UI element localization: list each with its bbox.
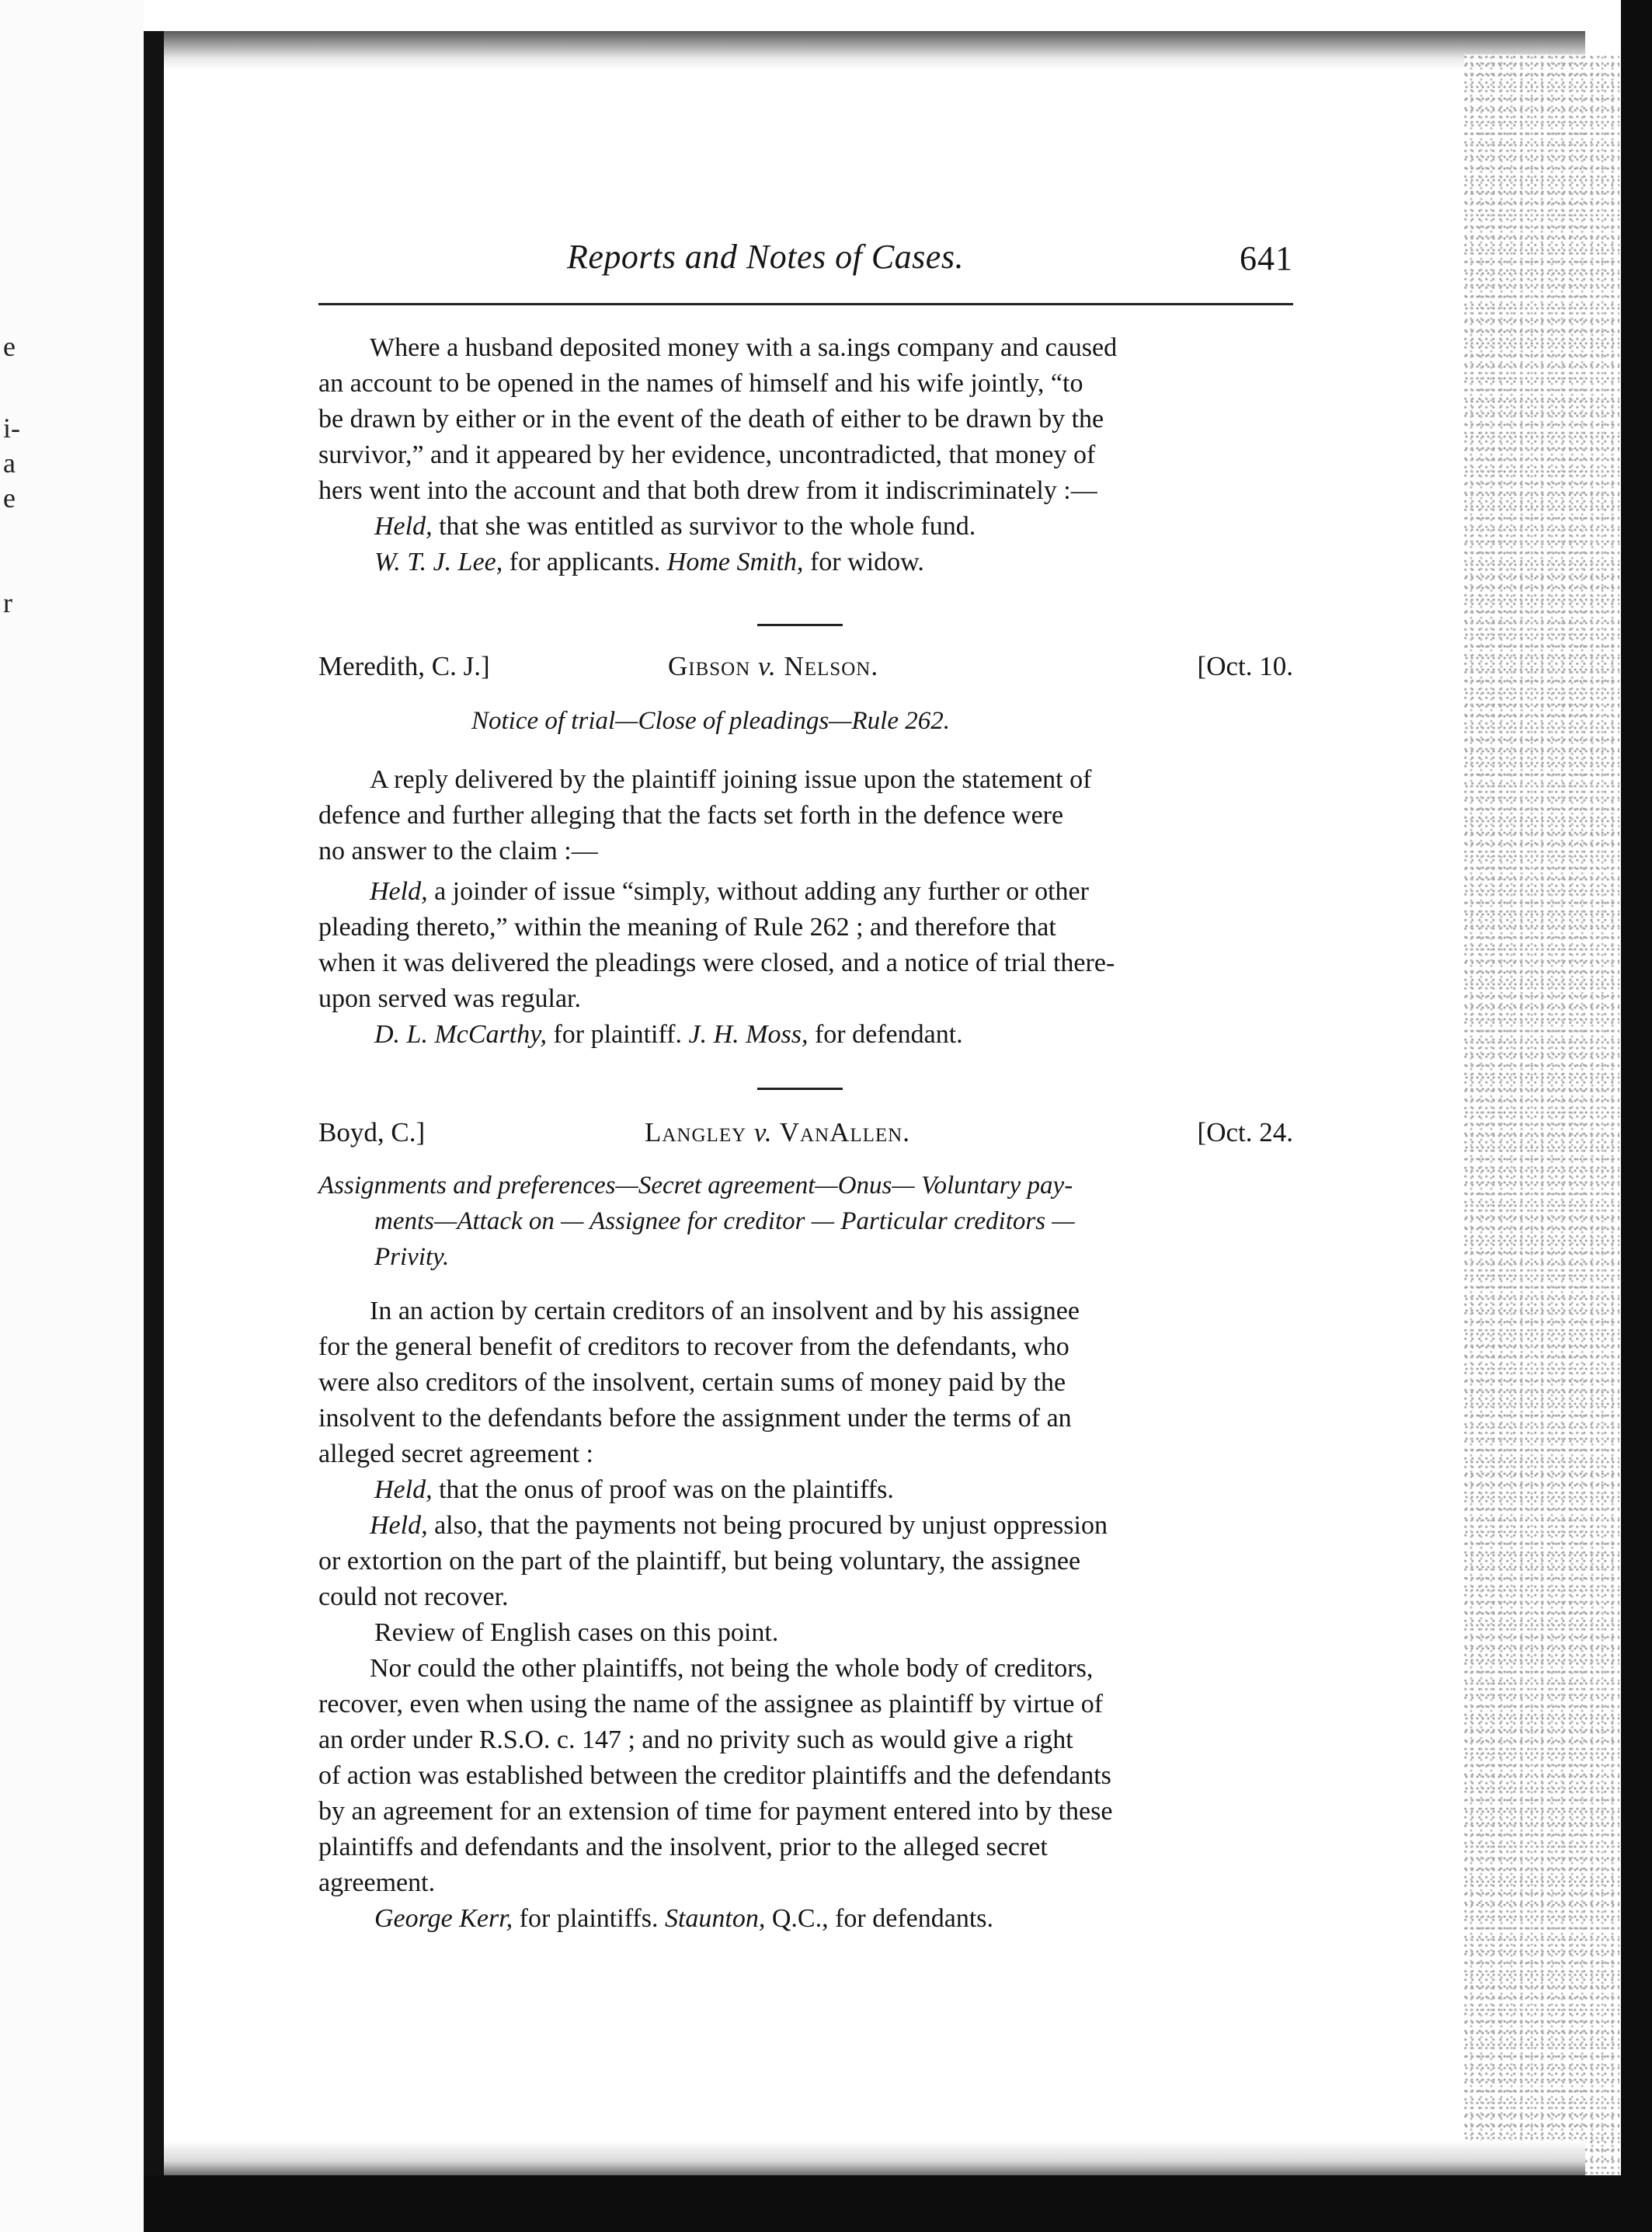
text-line: or extortion on the part of the plaintiff, but being voluntary, the assignee xyxy=(318,1547,1081,1576)
case-0-holding xyxy=(318,509,1293,545)
case-divider xyxy=(757,624,843,626)
text-line: an order under R.S.O. c. 147 ; and no privity such as would give a right xyxy=(318,1725,1073,1754)
case-1-holding xyxy=(318,874,1293,1017)
text-line: pleading thereto,” within the meaning of Rule 262 ; and therefore that xyxy=(318,913,1056,942)
text-line: survivor,” and it appeared by her evidence, uncontradicted, that money of xyxy=(318,440,1096,469)
text-line: also, that the payments not being procured by unjust oppression xyxy=(427,1511,1108,1540)
text-line: by an agreement for an extension of time for payment entered into by these xyxy=(318,1797,1113,1826)
text-line: an account to be opened in the names of himself and his wife jointly, “to xyxy=(318,369,1083,398)
case-2-subject xyxy=(318,1168,1293,1275)
text-line: defence and further alleging that the facts set forth in the defence were xyxy=(318,801,1064,830)
counsel-role: for plaintiffs. xyxy=(513,1904,665,1933)
counsel-role: for widow. xyxy=(803,548,924,576)
text-line: hers went into the account and that both drew from it indiscriminately :— xyxy=(318,476,1097,505)
case-2-holding-2 xyxy=(318,1508,1293,1615)
case-divider xyxy=(757,1088,843,1090)
case-date: [Oct. 10. xyxy=(1197,651,1293,681)
counsel-role: Q.C., for defendants. xyxy=(765,1904,994,1933)
held-text: that the onus of proof was on the plaintiffs. xyxy=(432,1475,894,1504)
text-line: of action was established between the creditor plaintiffs and the defendants xyxy=(318,1761,1111,1790)
text-line: insolvent to the defendants before the assignment under the terms of an xyxy=(318,1404,1072,1433)
text-line: for the general benefit of creditors to recover from the defendants, who xyxy=(318,1332,1069,1361)
held-text: that she was entitled as survivor to the whole fund. xyxy=(432,512,976,541)
text-line: plaintiffs and defendants and the insolvent, prior to the alleged secret xyxy=(318,1833,1048,1861)
edge-fragment: r xyxy=(3,587,12,618)
header-rule xyxy=(318,303,1293,305)
counsel-name: J. H. Moss, xyxy=(688,1020,809,1049)
case-1-paragraph xyxy=(318,762,1293,869)
subject-line: Assignments and preferences—Secret agreement—Onus— Voluntary pay- xyxy=(318,1172,1073,1200)
subject-line: Privity. xyxy=(374,1243,450,1271)
judge: Meredith, C. J.] xyxy=(318,651,490,681)
case-2-heading xyxy=(318,1117,1293,1156)
case-2-paragraph xyxy=(318,1294,1293,1472)
versus: v. xyxy=(753,1117,773,1147)
case-1-subject: Notice of trial—Close of pleadings—Rule 262. xyxy=(471,707,950,735)
case-2-review: Review of English cases on this point. xyxy=(374,1618,779,1647)
edge-fragment: a xyxy=(3,447,16,479)
running-header xyxy=(318,237,1293,299)
text-line: Where a husband deposited money with a sa.ings company and caused xyxy=(370,333,1118,362)
text-line: In an action by certain creditors of an insolvent and by his assignee xyxy=(370,1297,1080,1325)
case-0-paragraph xyxy=(318,330,1293,509)
counsel-name: Home Smith, xyxy=(666,548,804,576)
party: Langley xyxy=(645,1117,754,1147)
text-line: Nor could the other plaintiffs, not being the whole body of creditors, xyxy=(370,1654,1094,1683)
case-date: [Oct. 24. xyxy=(1197,1117,1293,1147)
text-line: no answer to the claim :— xyxy=(318,837,598,865)
held-label: Held, xyxy=(370,1511,428,1540)
case-1-heading xyxy=(318,651,1293,690)
case-2-paragraph-2 xyxy=(318,1651,1293,1901)
text-line: upon served was regular. xyxy=(318,984,582,1013)
text-line: agreement. xyxy=(318,1868,436,1897)
text-line: recover, even when using the name of the assignee as plaintiff by virtue of xyxy=(318,1690,1104,1718)
running-title: Reports and Notes of Cases. xyxy=(567,238,964,276)
counsel-role: for applicants. xyxy=(503,548,667,576)
held-label: Held, xyxy=(374,512,433,541)
counsel-name: George Kerr, xyxy=(374,1904,513,1933)
text-line: were also creditors of the insolvent, certain sums of money paid by the xyxy=(318,1368,1066,1397)
held-label: Held, xyxy=(370,877,428,906)
party: Nelson. xyxy=(776,651,879,681)
held-label: Held, xyxy=(374,1475,433,1504)
edge-fragment: e xyxy=(3,482,16,514)
party: Gibson xyxy=(668,651,759,681)
case-title xyxy=(645,1117,910,1148)
case-2-holding-1 xyxy=(318,1472,1293,1508)
counsel-name: D. L. McCarthy, xyxy=(374,1020,547,1049)
case-0-body xyxy=(318,330,1293,580)
text-line: be drawn by either or in the event of the death of either to be drawn by the xyxy=(318,405,1104,434)
versus: v. xyxy=(758,651,777,681)
page-number: 641 xyxy=(1240,239,1293,277)
subject-line: ments—Attack on — Assignee for creditor — Particular creditors — xyxy=(374,1207,1075,1235)
text-line: could not recover. xyxy=(318,1583,509,1611)
text-line: alleged secret agreement : xyxy=(318,1440,593,1468)
text-line: when it was delivered the pleadings were closed, and a notice of trial there- xyxy=(318,949,1115,977)
counsel-name: Staunton, xyxy=(664,1904,766,1933)
text-line: a joinder of issue “simply, without adding any further or other xyxy=(427,877,1089,906)
counsel-role: for defendant. xyxy=(808,1020,963,1049)
text-line: A reply delivered by the plaintiff joining issue upon the statement of xyxy=(370,765,1092,794)
judge: Boyd, C.] xyxy=(318,1117,426,1147)
case-2-body xyxy=(318,1294,1293,1937)
party: VanAllen. xyxy=(772,1117,910,1147)
case-2-counsel xyxy=(318,1901,1293,1937)
edge-fragment: e xyxy=(3,331,16,362)
counsel-role: for plaintiff. xyxy=(546,1020,689,1049)
case-1-counsel xyxy=(318,1017,1293,1053)
counsel-name: W. T. J. Lee, xyxy=(374,548,503,576)
edge-fragment: i- xyxy=(3,413,20,444)
case-title xyxy=(668,651,878,682)
case-0-counsel xyxy=(318,545,1293,580)
case-1-body xyxy=(318,762,1293,1053)
